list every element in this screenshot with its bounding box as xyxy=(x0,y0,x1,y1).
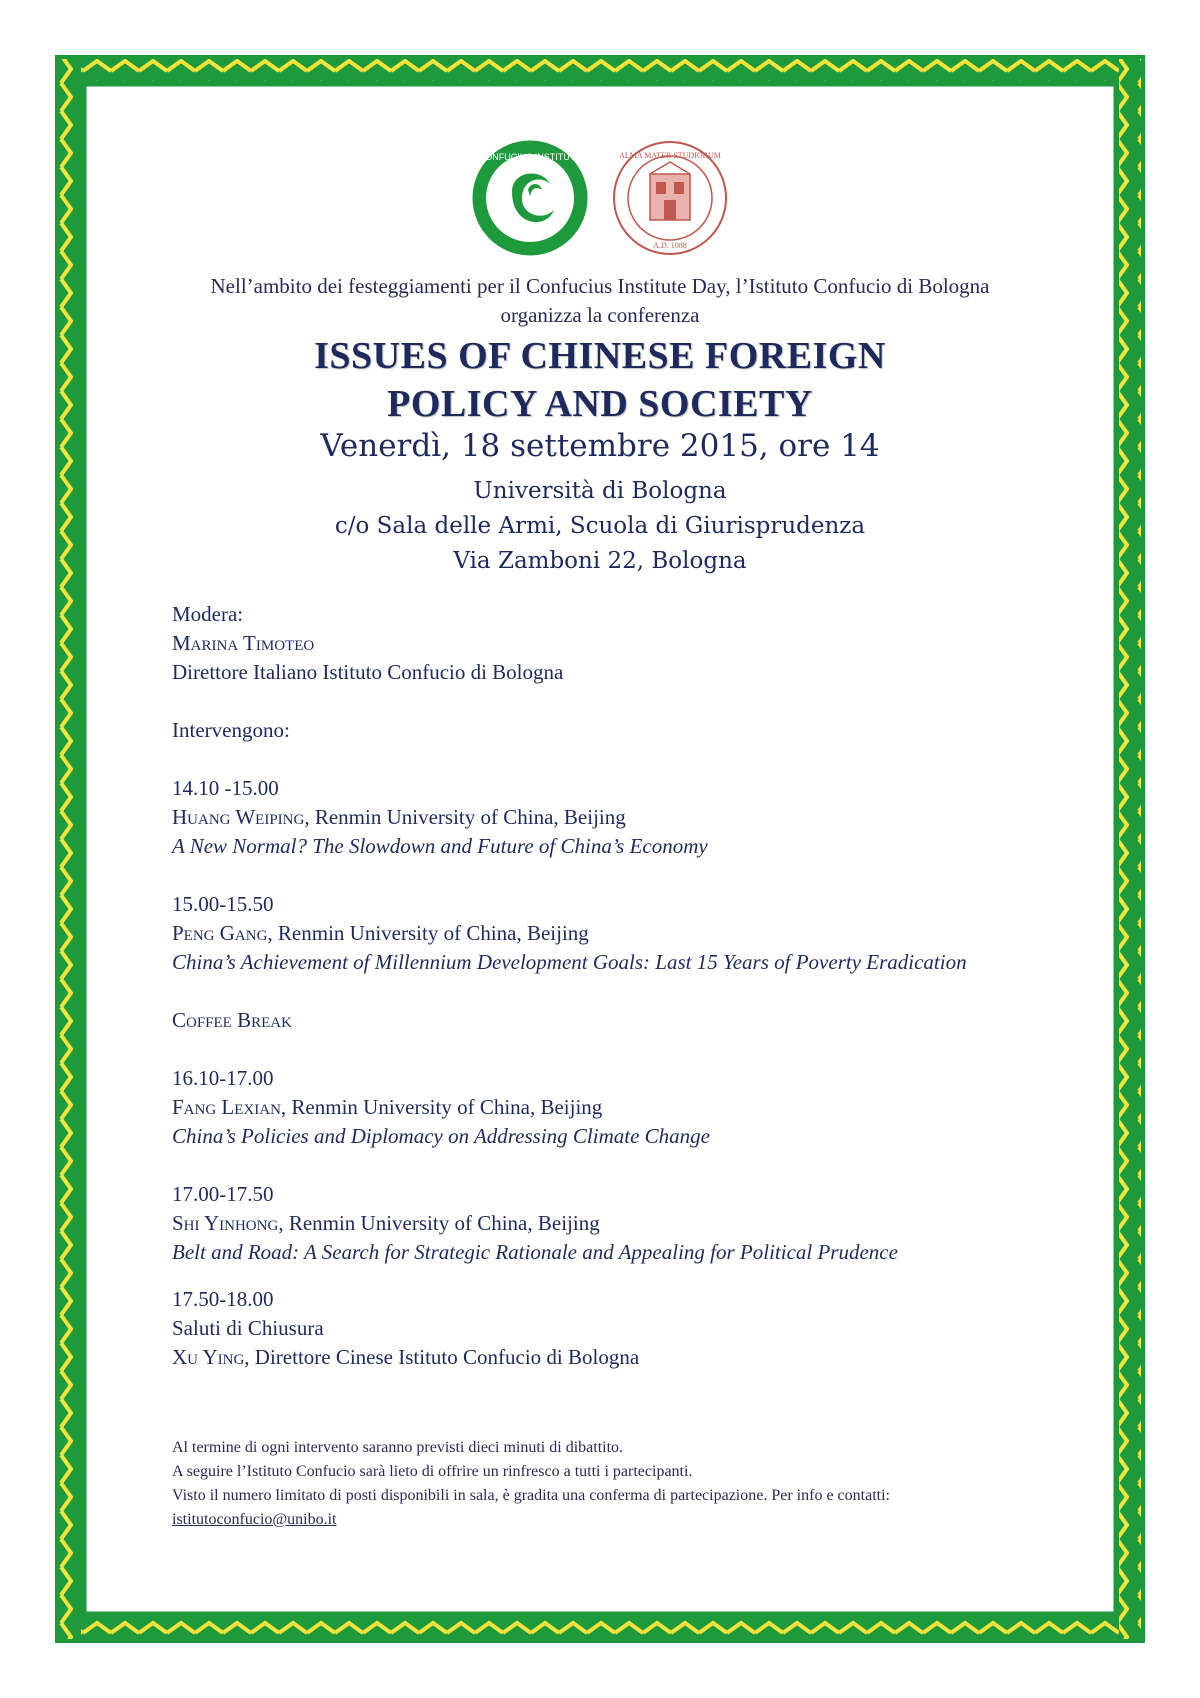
venue-line: c/o Sala delle Armi, Scuola di Giurisprudenza xyxy=(334,513,866,539)
footer-notes xyxy=(172,1436,1092,1532)
confucius-institute-logo-icon xyxy=(472,140,588,256)
closing-speaker-name: Xu Ying xyxy=(172,1345,245,1369)
logos-row xyxy=(0,140,1200,256)
footer-line: A seguire l’Istituto Confucio sarà lieto di offrire un rinfresco a tutti i partecipanti. xyxy=(172,1463,693,1480)
speaker-affiliation: , Renmin University of China, Beijing xyxy=(280,1095,603,1119)
speaker-affiliation: , Renmin University of China, Beijing xyxy=(278,1211,600,1235)
alma-mater-studiorum-seal-icon xyxy=(612,140,728,256)
speaker-name: Huang Weiping xyxy=(172,805,305,829)
speaker-name: Peng Gang xyxy=(172,921,268,945)
closing-label: Saluti di Chiusura xyxy=(172,1316,324,1340)
intro-line: organizza la conferenza xyxy=(500,303,700,327)
session-topic: A New Normal? The Slowdown and Future of China’s Economy xyxy=(172,834,708,858)
closing-session xyxy=(172,1285,1092,1372)
footer-line: Al termine di ogni intervento saranno previsti dieci minuti di dibattito. xyxy=(172,1439,624,1456)
session-time: 14.10 -15.00 xyxy=(172,776,279,800)
session-topic: China’s Achievement of Millennium Development Goals: Last 15 Years of Poverty Eradication xyxy=(172,950,967,974)
session-time: 17.50-18.00 xyxy=(172,1287,274,1311)
speaker-affiliation: , Renmin University of China, Beijing xyxy=(267,921,589,945)
title-line: POLICY AND SOCIETY xyxy=(387,383,813,425)
session-time: 15.00-15.50 xyxy=(172,892,274,916)
speaker-affiliation: , Renmin University of China, Beijing xyxy=(304,805,626,829)
moderator-label: Modera: xyxy=(172,602,244,626)
venue-line: Università di Bologna xyxy=(473,478,727,504)
session xyxy=(172,1064,1092,1151)
confucius-logo-text: CONFUCIUS INSTITUTE xyxy=(478,152,582,162)
seal-year: A.D. 1088 xyxy=(653,241,687,250)
title-line: ISSUES OF CHINESE FOREIGN xyxy=(314,335,886,377)
closing-speaker-role: , Direttore Cinese Istituto Confucio di Bologna xyxy=(244,1345,640,1369)
venue xyxy=(0,474,1200,579)
session-topic: China’s Policies and Diplomacy on Addressing Climate Change xyxy=(172,1124,711,1148)
session xyxy=(172,890,1092,977)
intro-line: Nell’ambito dei festeggiamenti per il Confucius Institute Day, l’Istituto Confucio di Bologna xyxy=(210,274,990,298)
moderator-name: Marina Timoteo xyxy=(172,631,315,655)
session-topic: Belt and Road: A Search for Strategic Rationale and Appealing for Political Prudence xyxy=(172,1240,898,1264)
intro-text xyxy=(0,272,1200,330)
seal-text: ALMA MATER STUDIORUM xyxy=(619,151,721,160)
event-date: Venerdì, 18 settembre 2015, ore 14 xyxy=(320,428,880,464)
session-time: 16.10-17.00 xyxy=(172,1066,274,1090)
contact-email-link[interactable]: istitutoconfucio@unibo.it xyxy=(172,1511,337,1528)
coffee-break: Coffee Break xyxy=(172,1008,292,1032)
footer-line: Visto il numero limitato di posti disponibili in sala, è gradita una conferma di partecipazione. Per info e contatti: xyxy=(172,1487,890,1504)
session xyxy=(172,1180,1092,1267)
speaker-name: Fang Lexian xyxy=(172,1095,281,1119)
session xyxy=(172,774,1092,861)
session-time: 17.00-17.50 xyxy=(172,1182,274,1206)
program xyxy=(172,600,1092,1372)
venue-line: Via Zamboni 22, Bologna xyxy=(453,548,747,574)
speakers-label: Intervengono: xyxy=(172,718,290,742)
conference-title xyxy=(0,332,1200,428)
speaker-name: Shi Yinhong xyxy=(172,1211,279,1235)
moderator-role: Direttore Italiano Istituto Confucio di Bologna xyxy=(172,660,564,684)
